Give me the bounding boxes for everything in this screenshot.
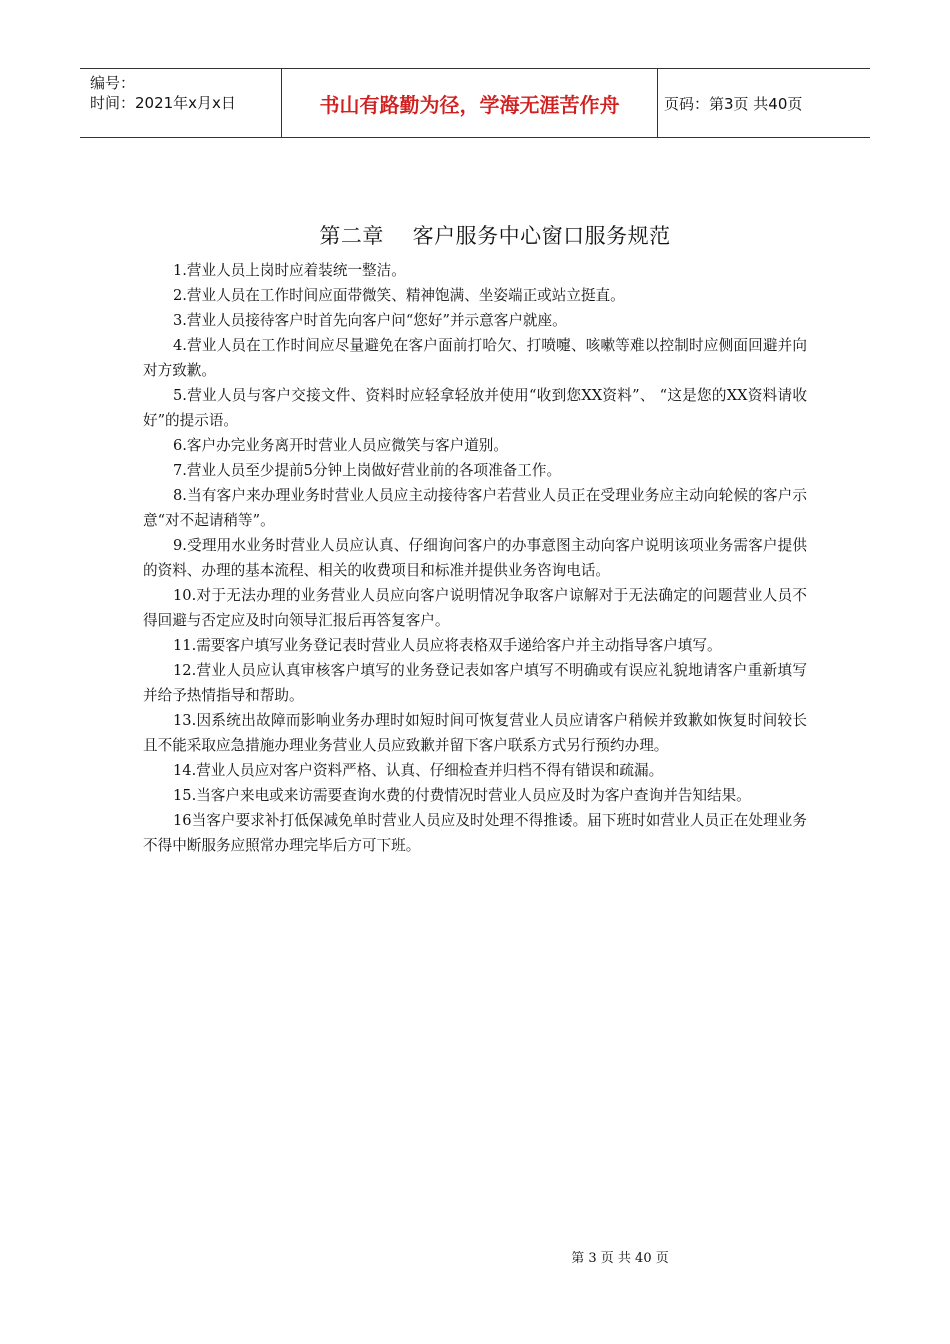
time-label: 时间：2021年x月x日 bbox=[90, 94, 236, 112]
paragraph: 15.当客户来电或来访需要查询水费的付费情况时营业人员应及时为客户查询并告知结果。 bbox=[173, 787, 751, 804]
paragraph: 1.营业人员上岗时应着装统一整洁。 bbox=[173, 262, 406, 279]
paragraph: 14.营业人员应对客户资料严格、认真、仔细检查并归档不得有错误和疏漏。 bbox=[173, 762, 664, 779]
document-body bbox=[143, 258, 807, 858]
paragraph: 9.受理用水业务时营业人员应认真、仔细询问客户的办事意图主动向客户说明该项业务需客户提供的资料、办理的基本流程、相关的收费项目和标准并提供业务咨询电话。 bbox=[143, 537, 807, 579]
number-label: 编号： bbox=[90, 74, 136, 92]
paragraph: 8.当有客户来办理业务时营业人员应主动接待客户若营业人员正在受理业务应主动向轮候的客户示意“对不起请稍等”。 bbox=[143, 487, 807, 529]
paragraph: 4.营业人员在工作时间应尽量避免在客户面前打哈欠、打喷嚏、咳嗽等难以控制时应侧面回避并向对方致歉。 bbox=[143, 337, 807, 379]
paragraph: 16当客户要求补打低保减免单时营业人员应及时处理不得推诿。届下班时如营业人员正在处理业务不得中断服务应照常办理完毕后方可下班。 bbox=[143, 812, 807, 854]
paragraph: 3.营业人员接待客户时首先向客户问“您好”并示意客户就座。 bbox=[173, 312, 567, 329]
paragraph: 11.需要客户填写业务登记表时营业人员应将表格双手递给客户并主动指导客户填写。 bbox=[173, 637, 722, 654]
page-header bbox=[80, 68, 870, 138]
chapter-title: 第二章 客户服务中心窗口服务规范 bbox=[319, 224, 671, 248]
paragraph: 7.营业人员至少提前5分钟上岗做好营业前的各项准备工作。 bbox=[173, 462, 562, 479]
paragraph: 2.营业人员在工作时间应面带微笑、精神饱满、坐姿端正或站立挺直。 bbox=[173, 287, 625, 304]
paragraph: 13.因系统出故障而影响业务办理时如短时间可恢复营业人员应请客户稍候并致歉如恢复时间较长且不能采取应急措施办理业务营业人员应致歉并留下客户联系方式另行预约办理。 bbox=[143, 712, 807, 754]
paragraph: 6.客户办完业务离开时营业人员应微笑与客户道别。 bbox=[173, 437, 508, 454]
paragraph: 10.对于无法办理的业务营业人员应向客户说明情况争取客户谅解对于无法确定的问题营业人员不得回避与否定应及时向领导汇报后再答复客户。 bbox=[143, 587, 807, 629]
page-info: 页码：第3页 共40页 bbox=[664, 94, 803, 113]
page-footer: 第 3 页 共 40 页 bbox=[571, 1251, 669, 1266]
paragraph: 12.营业人员应认真审核客户填写的业务登记表如客户填写不明确或有误应礼貌地请客户重新填写并给予热情指导和帮助。 bbox=[143, 662, 807, 704]
header-left-cell bbox=[80, 69, 282, 137]
paragraph: 5.营业人员与客户交接文件、资料时应轻拿轻放并使用“收到您XX资料”、 “这是您的XX资料请收好”的提示语。 bbox=[143, 387, 807, 429]
motto: 书山有路勤为径，学海无涯苦作舟 bbox=[282, 69, 658, 137]
chapter-title-wrapper bbox=[0, 220, 950, 250]
